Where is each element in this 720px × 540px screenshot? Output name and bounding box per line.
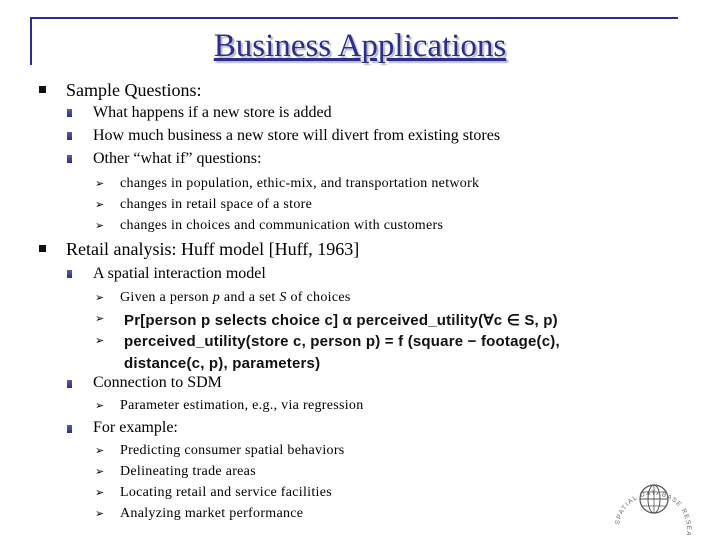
svg-text:SPATIAL DATABASE RESEARCH GROU: SPATIAL DATABASE RESEA <box>614 489 693 535</box>
what-if-item: changes in population, ethic-mix, and transportation network <box>120 176 480 191</box>
example-item: Locating retail and service facilities <box>120 485 332 500</box>
question-text: How much business a new store will divert from existing stores <box>93 127 501 144</box>
slide-title: Business Applications <box>213 28 507 64</box>
given-person-text <box>120 289 351 307</box>
sample-questions-heading: Sample Questions: <box>66 80 202 100</box>
bullet-square-icon <box>39 245 46 252</box>
arrow-bullet-icon: ➢ <box>95 400 105 412</box>
question-text: What happens if a new store is added <box>93 104 332 121</box>
what-if-item: changes in choices and communication with customers <box>120 218 444 233</box>
huff-formula-probability: Pr[person p selects choice c] α perceived_utility(∀c ∈ S, p) <box>124 312 558 329</box>
connection-text: Connection to SDM <box>93 374 222 391</box>
arrow-bullet-icon: ➢ <box>95 199 105 211</box>
spatial-model-text: A spatial interaction model <box>93 265 266 282</box>
arrow-bullet-icon: ➢ <box>95 487 105 499</box>
example-item: Analyzing market performance <box>120 506 304 521</box>
given-mid: and a set <box>220 290 280 305</box>
bullet-bar-icon <box>67 380 72 388</box>
spatial-database-logo <box>598 455 708 535</box>
var-s: S <box>279 290 287 305</box>
arrow-bullet-icon: ➢ <box>95 292 105 304</box>
question-text: Other “what if” questions: <box>93 150 262 167</box>
bullet-bar-icon <box>67 109 72 117</box>
bullet-bar-icon <box>67 155 72 163</box>
arrow-bullet-icon: ➢ <box>95 508 105 520</box>
bullet-bar-icon <box>67 132 72 140</box>
globe-icon <box>640 485 668 513</box>
example-item: Predicting consumer spatial behaviors <box>120 443 345 458</box>
bullet-bar-icon <box>67 425 72 433</box>
bullet-bar-icon <box>67 270 72 278</box>
huff-formula-utility-cont: distance(c, p), parameters) <box>124 355 321 372</box>
given-pre: Given a person <box>120 290 213 305</box>
retail-analysis-heading: Retail analysis: Huff model [Huff, 1963] <box>66 239 360 259</box>
example-item: Delineating trade areas <box>120 464 256 479</box>
arrow-bullet-icon: ➢ <box>95 335 105 347</box>
parameter-estimation-text: Parameter estimation, e.g., via regression <box>120 398 364 413</box>
var-p: p <box>212 290 221 305</box>
what-if-item: changes in retail space of a store <box>120 197 313 212</box>
arrow-bullet-icon: ➢ <box>95 445 105 457</box>
given-post: of choices <box>286 290 351 305</box>
arrow-bullet-icon: ➢ <box>95 220 105 232</box>
slide-frame-top <box>30 17 678 19</box>
for-example-text: For example: <box>93 419 178 436</box>
bullet-square-icon <box>39 86 46 93</box>
arrow-bullet-icon: ➢ <box>95 313 105 325</box>
arrow-bullet-icon: ➢ <box>95 466 105 478</box>
arrow-bullet-icon: ➢ <box>95 178 105 190</box>
huff-formula-utility: perceived_utility(store c, person p) = f (square − footage(c), <box>124 333 560 350</box>
